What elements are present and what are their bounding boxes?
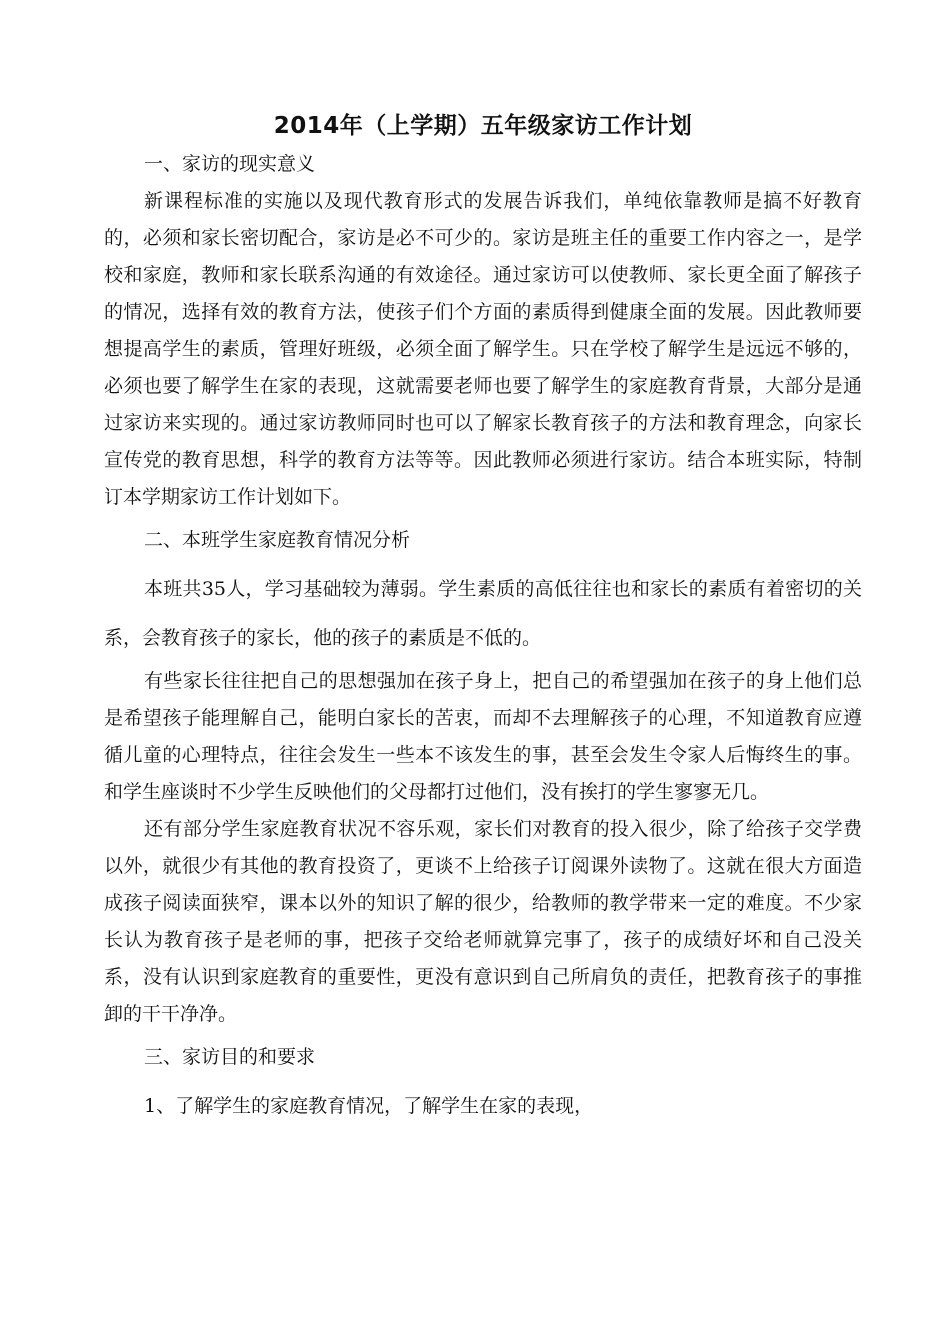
section-heading-1: 一、家访的现实意义 bbox=[144, 153, 316, 175]
section-heading-2: 二、本班学生家庭教育情况分析 bbox=[144, 529, 411, 551]
document-title: 2014年（上学期）五年级家访工作计划 bbox=[273, 113, 693, 139]
section-1-paragraph: 新课程标准的实施以及现代教育形式的发展告诉我们，单纯依靠教师是搞不好教育的，必须和家长密切配合，家访是必不可少的。家访是班主任的重要工作内容之一，是学校和家庭，教师和家长联系沟通的有效途径。通过家访可以使教师、家长更全面了解孩子的情况，选择有效的教育方法，使孩子们个方面的素质得到健康全面的发展。因此教师要想提高学生的素质，管理好班级，必须全面了解学生。只在学校了解学生是远远不够的，必须也要了解学生在家的表现，这就需要老师也要了解学生的家庭教育背景，大部分是通过家访来实现的。通过家访教师同时也可以了解家长教育孩子的方法和教育理念，向家长宣传党的教育思想，科学的教育方法等等。因此教师必须进行家访。结合本班实际，特制订本学期家访工作计划如下。 bbox=[104, 190, 862, 508]
section-3-item-1: 1、了解学生的家庭教育情况，了解学生在家的表现， bbox=[144, 1095, 594, 1117]
document-page bbox=[104, 108, 862, 1131]
section-2-paragraph-1: 本班共35人，学习基础较为薄弱。学生素质的高低往往也和家长的素质有着密切的关系，会教育孩子的家长，他的孩子的素质是不低的。 bbox=[104, 578, 862, 649]
section-heading-3: 三、家访目的和要求 bbox=[144, 1046, 316, 1068]
section-2-paragraph-3: 还有部分学生家庭教育状况不容乐观，家长们对教育的投入很少，除了给孩子交学费以外，就很少有其他的教育投资了，更谈不上给孩子订阅课外读物了。这就在很大方面造成孩子阅读面狭窄，课本以外的知识了解的很少，给教师的教学带来一定的难度。不少家长认为教育孩子是老师的事，把孩子交给老师就算完事了，孩子的成绩好坏和自己没关系，没有认识到家庭教育的重要性，更没有意识到自己所肩负的责任，把教育孩子的事推卸的干干净净。 bbox=[104, 818, 862, 1025]
section-2-paragraph-2: 有些家长往往把自己的思想强加在孩子身上，把自己的希望强加在孩子的身上他们总是希望孩子能理解自己，能明白家长的苦衷，而却不去理解孩子的心理，不知道教育应遵循儿童的心理特点，往往会发生一些本不该发生的事，甚至会发生令家人后悔终生的事。和学生座谈时不少学生反映他们的父母都打过他们，没有挨打的学生寥寥无几。 bbox=[104, 670, 862, 803]
